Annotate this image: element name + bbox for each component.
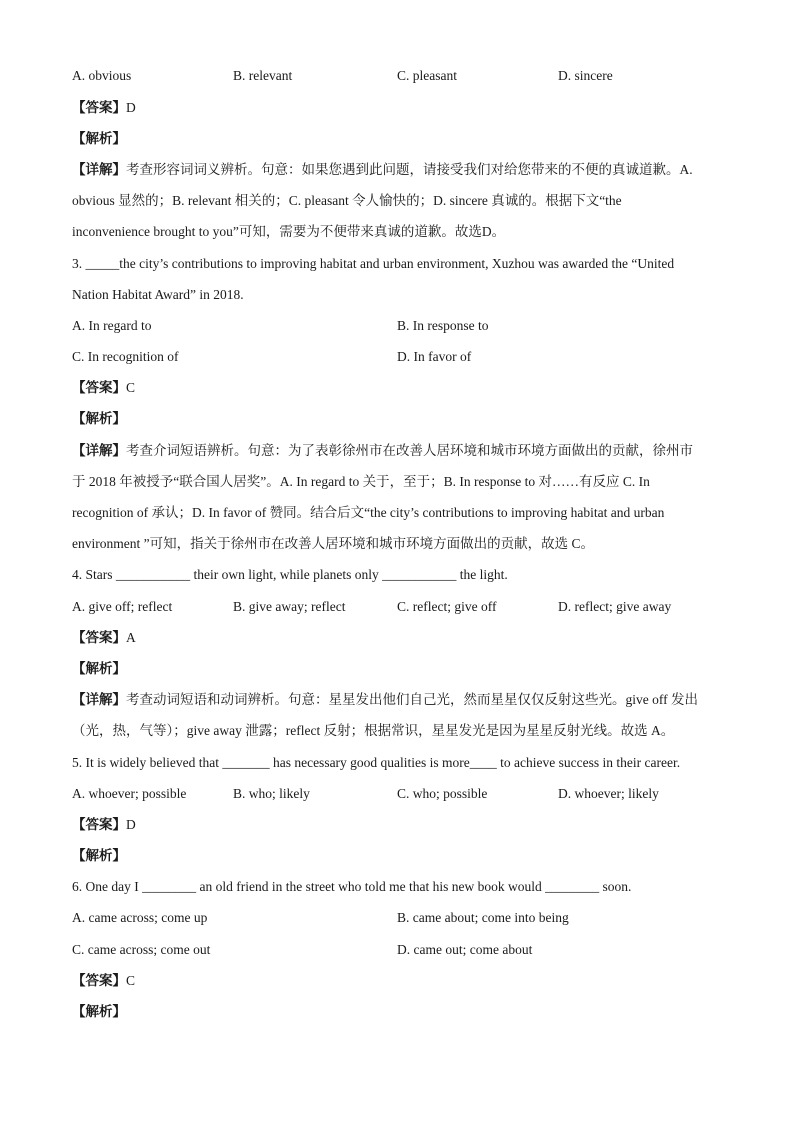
q2-answer-line xyxy=(72,92,732,123)
q6-analysis-line xyxy=(72,996,732,1027)
q6-options-row-2 xyxy=(72,934,732,965)
q4-option-c: C. reflect; give off xyxy=(397,598,497,614)
q6-stem-line xyxy=(72,871,732,902)
q3-option-b: B. In response to xyxy=(397,317,489,333)
q3-detail-line-4 xyxy=(72,528,732,559)
q3-detail-text-3: recognition of 承认；D. In favor of 赞同。结合后文“the city’s contributions to improving habitat and urban xyxy=(72,505,665,521)
q4-option-d: D. reflect; give away xyxy=(558,598,672,614)
q3-detail-line-3 xyxy=(72,497,732,528)
q2-detail-text-3: inconvenience brought to you”可知，需要为不便带来真诚的道歉。故选D。 xyxy=(72,224,506,240)
q2-detail-line-2 xyxy=(72,185,732,216)
q4-detail-label: 【详解】 xyxy=(72,692,126,708)
q2-detail-line-1 xyxy=(72,154,732,185)
q5-option-b: B. who; likely xyxy=(233,785,310,801)
q3-options-row-2 xyxy=(72,341,732,372)
q6-option-b: B. came about; come into being xyxy=(397,910,569,926)
q5-options-row xyxy=(72,778,732,809)
q4-detail-text-2: （光，热，气等）；give away 泄露；reflect 反射；根据常识，星星发光是因为星星反射光线。故选 A。 xyxy=(72,723,675,739)
q2-analysis-line xyxy=(72,123,732,154)
q3-stem-line-1 xyxy=(72,248,732,279)
q5-option-c: C. who; possible xyxy=(397,785,488,801)
q6-answer-label: 【答案】 xyxy=(72,972,126,988)
q4-options-row xyxy=(72,591,732,622)
q3-stem-line-2 xyxy=(72,279,732,310)
q5-option-d: D. whoever; likely xyxy=(558,785,659,801)
q3-option-d: D. In favor of xyxy=(397,349,472,365)
q6-analysis-label: 【解析】 xyxy=(72,1004,126,1020)
q3-stem-text-2: Nation Habitat Award” in 2018. xyxy=(72,286,244,302)
q2-option-d: D. sincere xyxy=(558,68,613,84)
q4-analysis-label: 【解析】 xyxy=(72,660,126,676)
q3-detail-line-1 xyxy=(72,435,732,466)
q3-options-row-1 xyxy=(72,310,732,341)
q3-answer-value: C xyxy=(126,380,136,396)
q3-answer-label: 【答案】 xyxy=(72,380,126,396)
q4-detail-text-1: 考查动词短语和动词辨析。句意：星星发出他们自己光，然而星星仅仅反射这些光。give off 发出 xyxy=(126,692,698,708)
q4-answer-value: A xyxy=(126,629,136,645)
q4-detail-line-1 xyxy=(72,684,732,715)
q3-detail-text-1: 考查介词短语辨析。句意：为了表彰徐州市在改善人居环境和城市环境方面做出的贡献，徐州市 xyxy=(126,442,693,458)
q4-detail-line-2 xyxy=(72,715,732,746)
q5-analysis-line xyxy=(72,840,732,871)
q5-answer-label: 【答案】 xyxy=(72,816,126,832)
q3-detail-text-4: environment ”可知，指关于徐州市在改善人居环境和城市环境方面做出的贡献，故选 C。 xyxy=(72,536,594,552)
q3-analysis-label: 【解析】 xyxy=(72,411,126,427)
q6-answer-line xyxy=(72,965,732,996)
q2-analysis-label: 【解析】 xyxy=(72,130,126,146)
q2-detail-line-3 xyxy=(72,216,732,247)
q3-answer-line xyxy=(72,372,732,403)
page-content xyxy=(72,60,732,1027)
q2-option-b: B. relevant xyxy=(233,68,293,84)
q3-detail-label: 【详解】 xyxy=(72,442,126,458)
q3-detail-text-2: 于 2018 年被授予“联合国人居奖”。A. In regard to 关于，至于；B. In response to 对……有反应 C. In xyxy=(72,473,650,489)
q2-detail-text-2: obvious 显然的；B. relevant 相关的；C. pleasant 令人愉快的；D. sincere 真诚的。根据下文“the xyxy=(72,193,622,209)
q4-option-a: A. give off; reflect xyxy=(72,598,173,614)
q5-analysis-label: 【解析】 xyxy=(72,848,126,864)
q6-option-d: D. came out; come about xyxy=(397,941,533,957)
q2-option-a: A. obvious xyxy=(72,68,132,84)
q2-answer-value: D xyxy=(126,99,136,115)
q5-stem-line xyxy=(72,747,732,778)
q6-option-a: A. came across; come up xyxy=(72,910,208,926)
q4-analysis-line xyxy=(72,653,732,684)
q5-stem-text: 5. It is widely believed that _______ has necessary good qualities is more____ to achieve success in their career. xyxy=(72,754,681,770)
q2-options-row xyxy=(72,60,732,91)
q4-stem-line xyxy=(72,559,732,590)
q6-options-row-1 xyxy=(72,902,732,933)
q4-answer-label: 【答案】 xyxy=(72,629,126,645)
q5-option-a: A. whoever; possible xyxy=(72,785,187,801)
q6-option-c: C. came across; come out xyxy=(72,941,211,957)
q4-option-b: B. give away; reflect xyxy=(233,598,346,614)
q4-stem-text: 4. Stars ___________ their own light, while planets only ___________ the light. xyxy=(72,567,508,583)
q6-answer-value: C xyxy=(126,972,136,988)
q3-analysis-line xyxy=(72,403,732,434)
q3-option-a: A. In regard to xyxy=(72,317,152,333)
q3-stem-text-1: 3. _____the city’s contributions to improving habitat and urban environment, Xuzhou was awarded the “United xyxy=(72,255,675,271)
q2-detail-label: 【详解】 xyxy=(72,161,126,177)
q3-option-c: C. In recognition of xyxy=(72,349,179,365)
q4-answer-line xyxy=(72,622,732,653)
q5-answer-line xyxy=(72,809,732,840)
q2-answer-label: 【答案】 xyxy=(72,99,126,115)
q5-answer-value: D xyxy=(126,816,136,832)
q6-stem-text: 6. One day I ________ an old friend in the street who told me that his new book would ________ soon. xyxy=(72,879,632,895)
q3-detail-line-2 xyxy=(72,466,732,497)
q2-option-c: C. pleasant xyxy=(397,68,457,84)
q2-detail-text-1: 考查形容词词义辨析。句意：如果您遇到此问题，请接受我们对给您带来的不便的真诚道歉。A. xyxy=(126,161,693,177)
